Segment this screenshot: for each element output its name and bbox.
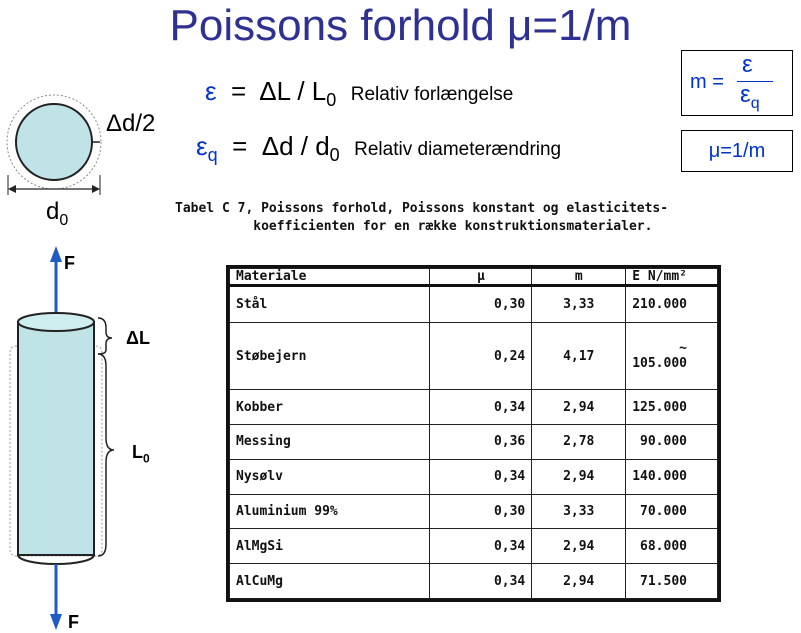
l0-symbol: L: [132, 442, 143, 462]
arrowhead-right-icon: [92, 185, 100, 193]
cell-e: 70.000: [626, 494, 718, 529]
rod-body: [18, 322, 94, 555]
cell-m: 2,78: [532, 425, 626, 460]
mu-definition-box: μ=1/m: [681, 130, 793, 172]
cell-mu: 0,30: [430, 286, 532, 323]
d0-subscript: 0: [59, 211, 69, 229]
cell-material: AlMgSi: [230, 529, 430, 564]
formula-relative-elongation: [205, 76, 513, 111]
epsilon-symbol: ε: [205, 76, 217, 106]
m-equals-label: m =: [690, 71, 724, 93]
delta-l-label: ΔL: [126, 328, 150, 348]
cell-mu: 0,30: [430, 494, 532, 529]
cell-m: 3,33: [532, 494, 626, 529]
d0-label: [46, 198, 68, 230]
arrow-down-icon: [50, 614, 62, 630]
formula-rhs-subscript: 0: [329, 145, 340, 166]
cell-m: 2,94: [532, 459, 626, 494]
formula-relative-diameter-change: [196, 131, 561, 166]
formula-description: Relativ diameterændring: [354, 139, 562, 160]
rod-top-face: [18, 313, 94, 331]
header-m: m: [532, 269, 626, 286]
cross-section-diagram: [0, 85, 200, 235]
table-row: [230, 494, 718, 529]
cell-material: Messing: [230, 425, 430, 460]
cell-mu: 0,34: [430, 390, 532, 425]
cell-m: 2,94: [532, 564, 626, 599]
rod-diagram: [0, 240, 170, 633]
table-row: [230, 529, 718, 564]
l0-label: [132, 442, 150, 466]
cell-e: 140.000: [626, 459, 718, 494]
cell-e: 125.000: [626, 390, 718, 425]
table-row: [230, 390, 718, 425]
table-row: [230, 286, 718, 323]
l0-brace: [98, 354, 114, 556]
cell-e: 71.500: [626, 564, 718, 599]
delta-d-label: Δd/2: [106, 110, 156, 137]
cell-e: ~ 105.000: [626, 322, 718, 389]
page-title: Poissons forhold μ=1/m: [169, 1, 632, 50]
header-mu: μ: [430, 269, 532, 286]
formula-equals: =: [232, 131, 248, 161]
header-e-modulus: E N/mm²: [626, 269, 718, 286]
formula-rhs-subscript: 0: [326, 90, 337, 111]
caption-line-1: Tabel C 7, Poissons forhold, Poissons konstant og elasticitets-: [175, 201, 669, 216]
cell-material: Kobber: [230, 390, 430, 425]
cell-m: 2,94: [532, 529, 626, 564]
table-row: [230, 425, 718, 460]
arrowhead-left-icon: [8, 185, 16, 193]
epsilon-q-subscript: q: [207, 145, 218, 166]
header-material: Materiale: [230, 269, 430, 286]
cell-material: AlCuMg: [230, 564, 430, 599]
cell-mu: 0,34: [430, 564, 532, 599]
formula-equals: =: [231, 76, 247, 106]
table-row: [230, 459, 718, 494]
formula-description: Relativ forlængelse: [350, 84, 514, 105]
fraction-denominator: [740, 81, 760, 113]
fraction-numerator: ε: [742, 51, 753, 78]
cell-e: 90.000: [626, 425, 718, 460]
cell-mu: 0,34: [430, 529, 532, 564]
cell-material: Stål: [230, 286, 430, 323]
cell-mu: 0,34: [430, 459, 532, 494]
cell-mu: 0,36: [430, 425, 532, 460]
denominator-subscript: q: [750, 94, 760, 112]
cell-mu: 0,24: [430, 322, 532, 389]
force-label-bottom: F: [68, 612, 79, 632]
denominator-symbol: ε: [740, 81, 751, 108]
table-header-row: [230, 269, 718, 286]
cross-section-circle: [16, 104, 92, 180]
cell-material: Nysølv: [230, 459, 430, 494]
force-label-top: F: [64, 253, 75, 273]
delta-l-brace: [98, 318, 112, 354]
cell-e: 210.000: [626, 286, 718, 323]
formula-rhs: ΔL / L: [259, 76, 327, 106]
arrow-up-icon: [50, 246, 62, 262]
cell-material: Aluminium 99%: [230, 494, 430, 529]
formula-rhs: Δd / d: [261, 131, 330, 161]
m-definition-box: [681, 50, 793, 116]
d0-symbol: d: [46, 198, 60, 225]
cell-m: 3,33: [532, 286, 626, 323]
cell-e: 68.000: [626, 529, 718, 564]
cell-m: 2,94: [532, 390, 626, 425]
epsilon-q-symbol: ε: [196, 131, 208, 161]
caption-line-2: koefficienten for en række konstruktionsmaterialer.: [175, 219, 653, 234]
cell-m: 4,17: [532, 322, 626, 389]
materials-table: [226, 265, 721, 602]
table-row: [230, 322, 718, 389]
cell-material: Støbejern: [230, 322, 430, 389]
table-row: [230, 564, 718, 599]
table-caption: [175, 200, 668, 236]
l0-subscript: 0: [143, 451, 150, 466]
